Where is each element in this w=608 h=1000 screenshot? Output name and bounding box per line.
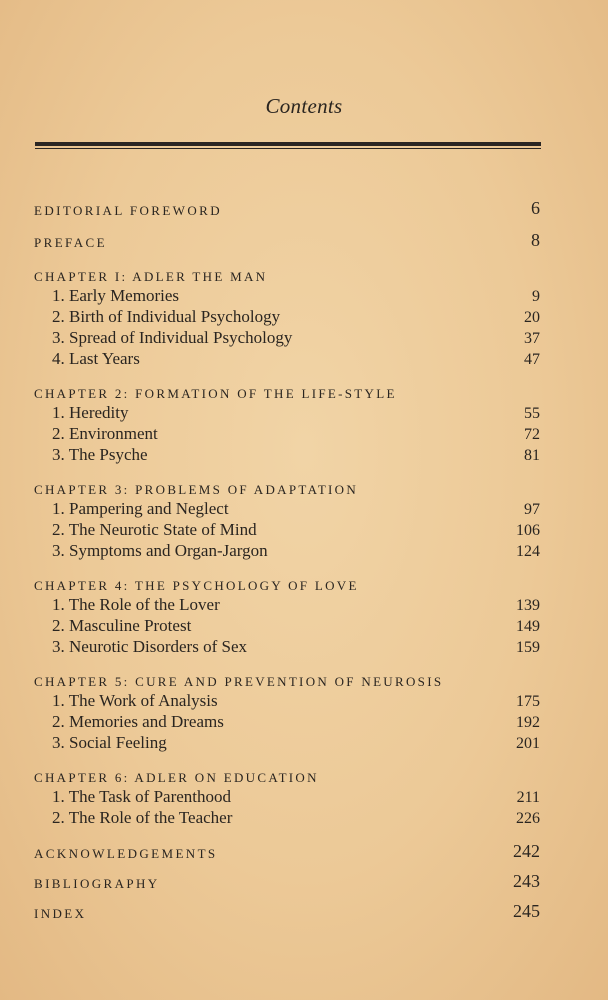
toc-label: 3. Symptoms and Organ-Jargon bbox=[52, 541, 268, 560]
chapter-heading bbox=[34, 380, 540, 402]
toc-entry bbox=[34, 347, 540, 369]
toc-label: EDITORIAL FOREWORD bbox=[34, 203, 222, 218]
toc-label: 3. Spread of Individual Psychology bbox=[52, 328, 293, 347]
toc-page-number: 149 bbox=[516, 618, 540, 635]
toc-page-number: 47 bbox=[524, 351, 540, 368]
toc-label: INDEX bbox=[34, 906, 87, 921]
toc-section bbox=[34, 197, 540, 219]
toc-entry bbox=[34, 497, 540, 519]
toc-page-number: 37 bbox=[524, 330, 540, 347]
toc-label: 1. The Task of Parenthood bbox=[52, 787, 232, 806]
toc-entry bbox=[34, 635, 540, 657]
toc-page-number: 201 bbox=[516, 735, 540, 752]
toc-page-number: 159 bbox=[516, 639, 540, 656]
toc-entry bbox=[34, 593, 540, 615]
toc-page-number: 20 bbox=[524, 309, 540, 326]
toc-label: 3. Social Feeling bbox=[52, 733, 167, 752]
toc-label: BIBLIOGRAPHY bbox=[34, 876, 160, 891]
toc-entry bbox=[34, 806, 540, 828]
toc-page-number: 81 bbox=[524, 447, 540, 464]
chapter-heading bbox=[34, 764, 540, 786]
toc-label: 2. The Neurotic State of Mind bbox=[52, 520, 257, 539]
toc-label: CHAPTER I: ADLER THE MAN bbox=[34, 269, 268, 284]
chapter-heading bbox=[34, 668, 540, 690]
toc-entry bbox=[34, 443, 540, 465]
toc-label: 1. Pampering and Neglect bbox=[52, 499, 229, 518]
toc-entry bbox=[34, 731, 540, 753]
chapter-heading bbox=[34, 263, 540, 285]
toc-label: 2. Environment bbox=[52, 424, 158, 443]
toc-page-number: 211 bbox=[516, 789, 540, 806]
toc-page-number: 192 bbox=[516, 714, 540, 731]
toc-section bbox=[34, 229, 540, 251]
toc-page-number: 55 bbox=[524, 405, 540, 422]
toc-label: 1. Heredity bbox=[52, 403, 129, 422]
toc-entry bbox=[34, 326, 540, 348]
toc-page-number: 72 bbox=[524, 426, 540, 443]
toc-entry bbox=[34, 539, 540, 561]
toc-label: CHAPTER 4: THE PSYCHOLOGY OF LOVE bbox=[34, 578, 359, 593]
toc-label: CHAPTER 5: CURE AND PREVENTION OF NEUROSIS bbox=[34, 674, 444, 689]
toc-label: 1. Early Memories bbox=[52, 286, 179, 305]
toc-entry bbox=[34, 785, 540, 807]
toc-page-number: 97 bbox=[524, 501, 540, 518]
toc-page-number: 243 bbox=[513, 871, 540, 891]
toc-label: 4. Last Years bbox=[52, 349, 140, 368]
toc-entry bbox=[34, 518, 540, 540]
toc-page-number: 139 bbox=[516, 597, 540, 614]
toc-label: ACKNOWLEDGEMENTS bbox=[34, 846, 218, 861]
toc-label: 3. Neurotic Disorders of Sex bbox=[52, 637, 247, 656]
toc-page-number: 226 bbox=[516, 810, 540, 827]
toc-label: 2. Masculine Protest bbox=[52, 616, 192, 635]
toc-label: 1. The Role of the Lover bbox=[52, 595, 220, 614]
toc-label: PREFACE bbox=[34, 235, 107, 250]
toc-label: 2. Birth of Individual Psychology bbox=[52, 307, 281, 326]
toc-label: 1. The Work of Analysis bbox=[52, 691, 218, 710]
toc-entry bbox=[34, 689, 540, 711]
toc-section bbox=[34, 840, 540, 862]
toc-page-number: 9 bbox=[532, 288, 540, 305]
toc-label: 2. The Role of the Teacher bbox=[52, 808, 233, 827]
toc-entry bbox=[34, 422, 540, 444]
toc-page-number: 124 bbox=[516, 543, 540, 560]
toc-label: CHAPTER 2: FORMATION OF THE LIFE-STYLE bbox=[34, 386, 397, 401]
toc-page-number: 106 bbox=[516, 522, 540, 539]
toc-entry bbox=[34, 305, 540, 327]
page-title: Contents bbox=[265, 94, 343, 118]
chapter-heading bbox=[34, 476, 540, 498]
toc-label: 2. Memories and Dreams bbox=[52, 712, 224, 731]
toc-page-number: 242 bbox=[513, 841, 540, 861]
toc-section bbox=[34, 900, 540, 922]
toc-entry bbox=[34, 284, 540, 306]
toc-page-number: 175 bbox=[516, 693, 540, 710]
chapter-heading bbox=[34, 572, 540, 594]
toc-page-number: 6 bbox=[531, 198, 540, 218]
toc-page-number: 245 bbox=[513, 901, 540, 921]
toc-page-number: 8 bbox=[531, 230, 540, 250]
toc-section bbox=[34, 870, 540, 892]
toc-label: 3. The Psyche bbox=[52, 445, 148, 464]
toc-label: CHAPTER 3: PROBLEMS OF ADAPTATION bbox=[34, 482, 359, 497]
toc-entry bbox=[34, 614, 540, 636]
toc-entry bbox=[34, 710, 540, 732]
toc-label: CHAPTER 6: ADLER ON EDUCATION bbox=[34, 770, 319, 785]
toc-entry bbox=[34, 401, 540, 423]
